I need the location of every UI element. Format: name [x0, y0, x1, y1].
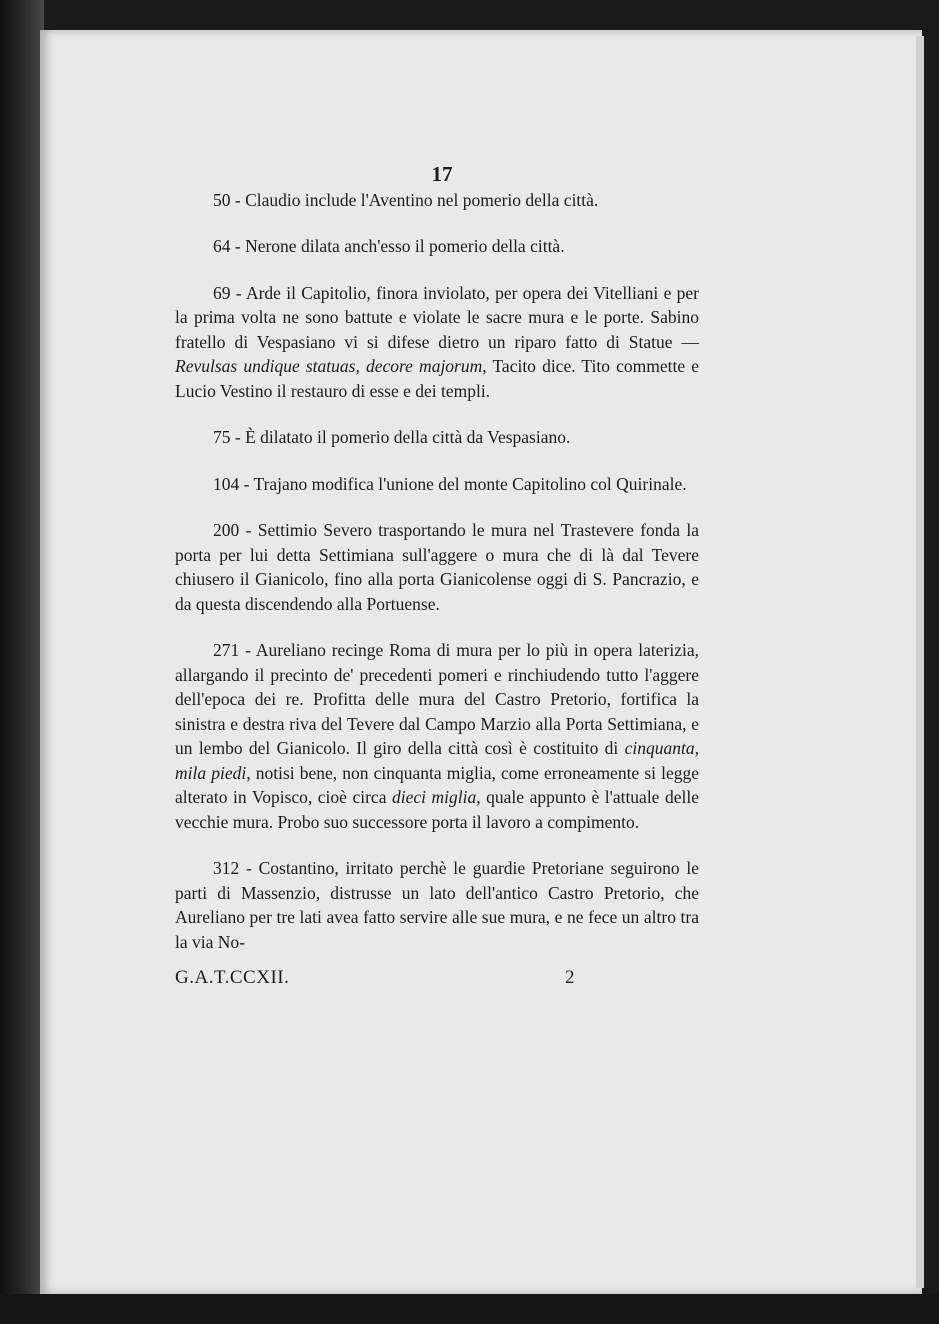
text-run: 200 - Settimio Severo trasportando le mura nel Trastevere fonda la porta per lui detta Settimiana sull'aggere o mura che di là dal Tevere chiusero il Gianicolo, fino alla porta Gianicolense oggi di S. Pancrazio, e da questa discendendo alla Portuense. [175, 520, 699, 614]
paragraph-indent [175, 427, 213, 447]
paragraph-indent [175, 283, 213, 303]
paragraph-indent [175, 236, 213, 256]
text-run: Tacito dice. Tito commette e Lucio Vestino il restauro di esse e dei templi. [175, 356, 699, 401]
paragraph [175, 425, 699, 450]
paragraph-indent [175, 520, 213, 540]
text-run: 75 - È dilatato il pomerio della città da Vespasiano. [213, 427, 571, 447]
scan-binding-shadow [0, 0, 44, 1324]
paragraph [175, 472, 699, 497]
paragraph [175, 638, 699, 834]
italic-text: cinquanta, mila piedi, [175, 738, 699, 783]
page-edge [916, 36, 924, 1288]
paragraph [175, 518, 699, 616]
paragraph [175, 856, 699, 954]
signature-mark: G.A.T.CCXII. [175, 967, 290, 988]
page-text [175, 162, 699, 991]
paragraph-indent [175, 858, 213, 878]
text-run: 271 - Aureliano recinge Roma di mura per lo più in opera laterizia, allargando il precinto de' precedenti pomeri e rinchiudendo tutto l'aggere dell'epoca dei re. Profitta delle mura del Castro Pretorio, fortifica la sinistra e destra riva del Tevere dal Campo Marzio alla Porta Settimiana, e un lembo del Gianicolo. Il giro della città così è costituito di [175, 640, 699, 758]
text-run: 50 - Claudio include l'Aventino nel pomerio della città. [213, 189, 599, 210]
italic-text: Revulsas undique statuas, decore majorum, [175, 356, 487, 376]
text-run: notisi bene, non cinquanta miglia, come erroneamente si legge alterato in Vopisco, cioè circa [175, 762, 700, 807]
text-run: 69 - Arde il Capitolio, finora inviolato, per opera dei Vitelliani e per la prima volta ne sono battute e violate le sacre mura e le porte. Sabino fratello di Vespasiano vi si difese dietro un riparo fatto di Statue — [175, 282, 699, 352]
paragraph [175, 188, 699, 213]
paragraph-indent [175, 640, 213, 660]
italic-text: dieci miglia, [392, 787, 481, 807]
text-run: 64 - Nerone dilata anch'esso il pomerio della città. [213, 236, 565, 256]
paragraph-indent [175, 190, 213, 210]
text-run: quale appunto è l'attuale delle vecchie mura. Probo suo successore porta il lavoro a compimento. [175, 787, 699, 832]
scan-background [0, 1294, 939, 1324]
page-number: 17 [431, 162, 453, 186]
paragraph-list [175, 188, 699, 955]
paragraph [175, 281, 699, 404]
text-run: 104 - Trajano modifica l'unione del monte Capitolino col Quirinale. [213, 473, 687, 494]
paragraph [175, 234, 699, 259]
text-run: 312 - Costantino, irritato perchè le guardie Pretoriane seguirono le parti di Massenzio, distrusse un lato dell'antico Castro Pretorio, che Aureliano per tre lati avea fatto servire alle sue mura, e ne fece un altro tra la via No- [175, 858, 699, 952]
sheet-number: 2 [565, 967, 575, 988]
paragraph-indent [175, 474, 213, 494]
page-footer [175, 966, 575, 991]
